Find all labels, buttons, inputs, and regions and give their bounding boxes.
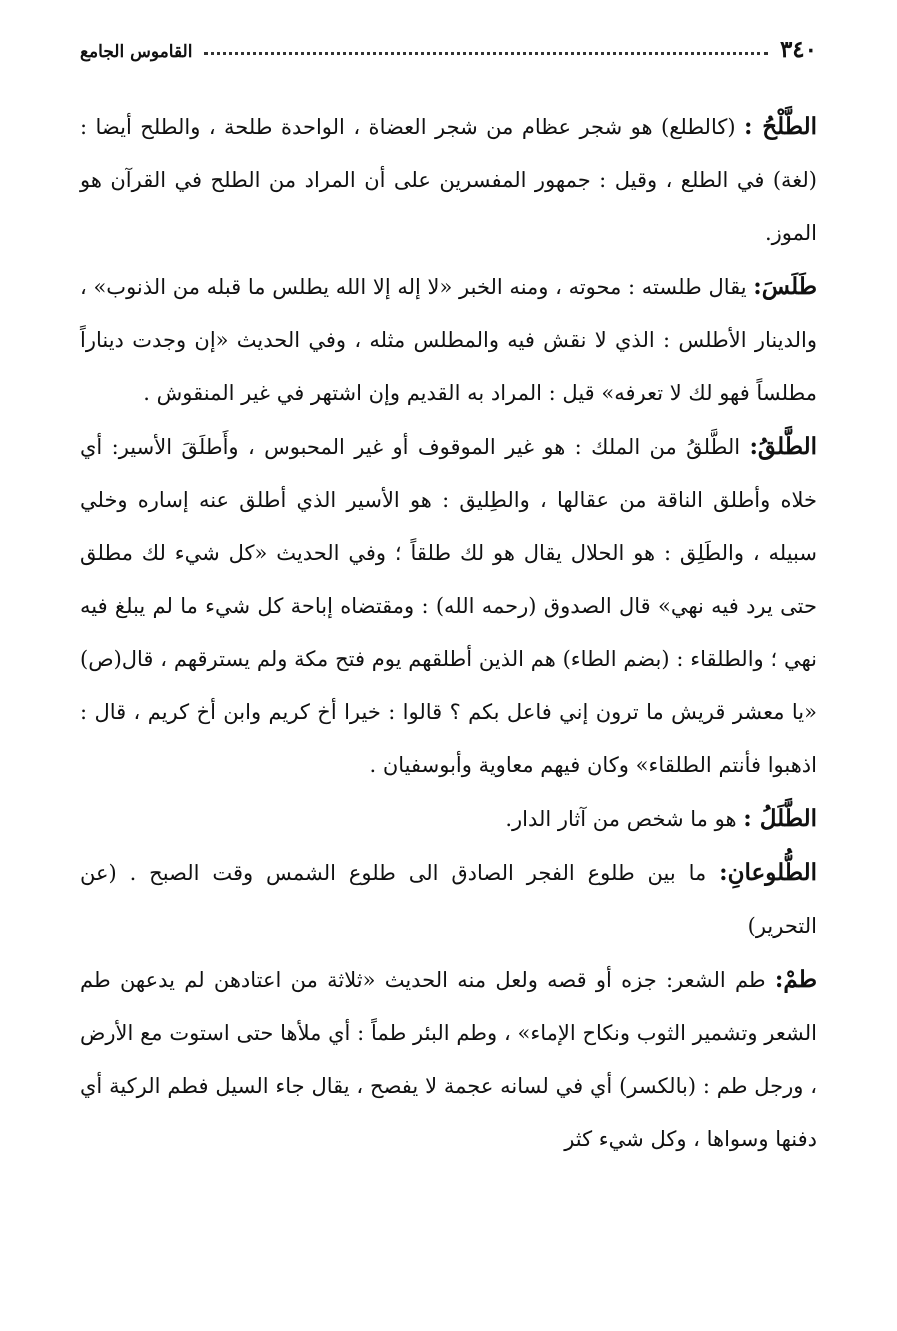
entry-text: ما بين طلوع الفجر الصادق الى طلوع الشمس وقت الصبح . (عن التحرير) <box>80 861 817 938</box>
entry-term: طَلَسَ: <box>753 273 817 300</box>
entry-term: الطُّلوعانِ: <box>719 859 817 886</box>
entry-term: الطَّلْحُ : <box>744 113 817 140</box>
entry-text: هو ما شخص من آثار الدار. <box>505 807 744 831</box>
header-leader-dots <box>204 51 767 55</box>
entry-text: طم الشعر: جزه أو قصه ولعل منه الحديث «ثلاثة من اعتادهن لم يدعهن طم الشعر وتشمير الثوب ونكاح الإماء» ، وطم البئر طماً : أي ملأها حتى استوت مع الأرض ، ورجل طم : (بالكسر) أي في لسانه عجمة لا يفصح ، يقال جاء السيل فطم الركية أي دفنها وسواها ، وكل شيء كثر <box>80 968 817 1151</box>
entry-text: الطَّلقُ من الملك : هو غير الموقوف أو غير المحبوس ، وأَطلَقَ الأسير: أي خلاه وأطلق الناقة من عقالها ، والطِليق : هو الأسير الذي أطلق عنه إساره وخلي سبيله ، والطَلِق : هو الحلال يقال هو لك طلقاً ؛ وفي الحديث «كل شيء لك مطلق حتى يرد فيه نهي» قال الصدوق (رحمه الله) : ومقتضاه إباحة كل شيء ما لم يبلغ فيه نهي ؛ والطلقاء : (بضم الطاء) هم الذين أطلقهم يوم فتح مكة ولم يسترقهم ، قال(ص) «يا معشر قريش ما ترون إني فاعل بكم ؟ قالوا : خيرا أخ كريم وابن أخ كريم ، قال : اذهبوا فأنتم الطلقاء» وكان فيهم معاوية وأبوسفيان . <box>80 435 817 777</box>
page-header <box>80 36 817 70</box>
entry-term: طمْ: <box>774 966 817 993</box>
dictionary-entry <box>80 953 817 1166</box>
page-number: ٣٤٠ <box>779 36 817 63</box>
dictionary-entry <box>80 846 817 953</box>
entry-text: يقال طلسته : محوته ، ومنه الخبر «لا إله إلا الله يطلس ما قبله من الذنوب» ، والدينار الأطلس : الذي لا نقش فيه والمطلس مثله ، وفي الحديث «إن وجدت ديناراً مطلساً فهو لك لا تعرفه» قيل : المراد به القديم وإن اشتهر في غير المنقوش . <box>80 275 817 405</box>
dictionary-entry <box>80 100 817 260</box>
entry-text: (كالطلع) هو شجر عظام من شجر العضاة ، الواحدة طلحة ، والطلح أيضا : (لغة) في الطلع ، وقيل : جمهور المفسرين على أن المراد من الطلح في القرآن هو الموز. <box>80 115 817 245</box>
dictionary-entry <box>80 792 817 846</box>
entry-term: الطَّلَلُ : <box>743 805 817 832</box>
entry-term: الطَّلقُ: <box>749 433 817 460</box>
dictionary-entry <box>80 420 817 792</box>
dictionary-entry <box>80 260 817 420</box>
book-title: القاموس الجامع <box>80 42 193 62</box>
